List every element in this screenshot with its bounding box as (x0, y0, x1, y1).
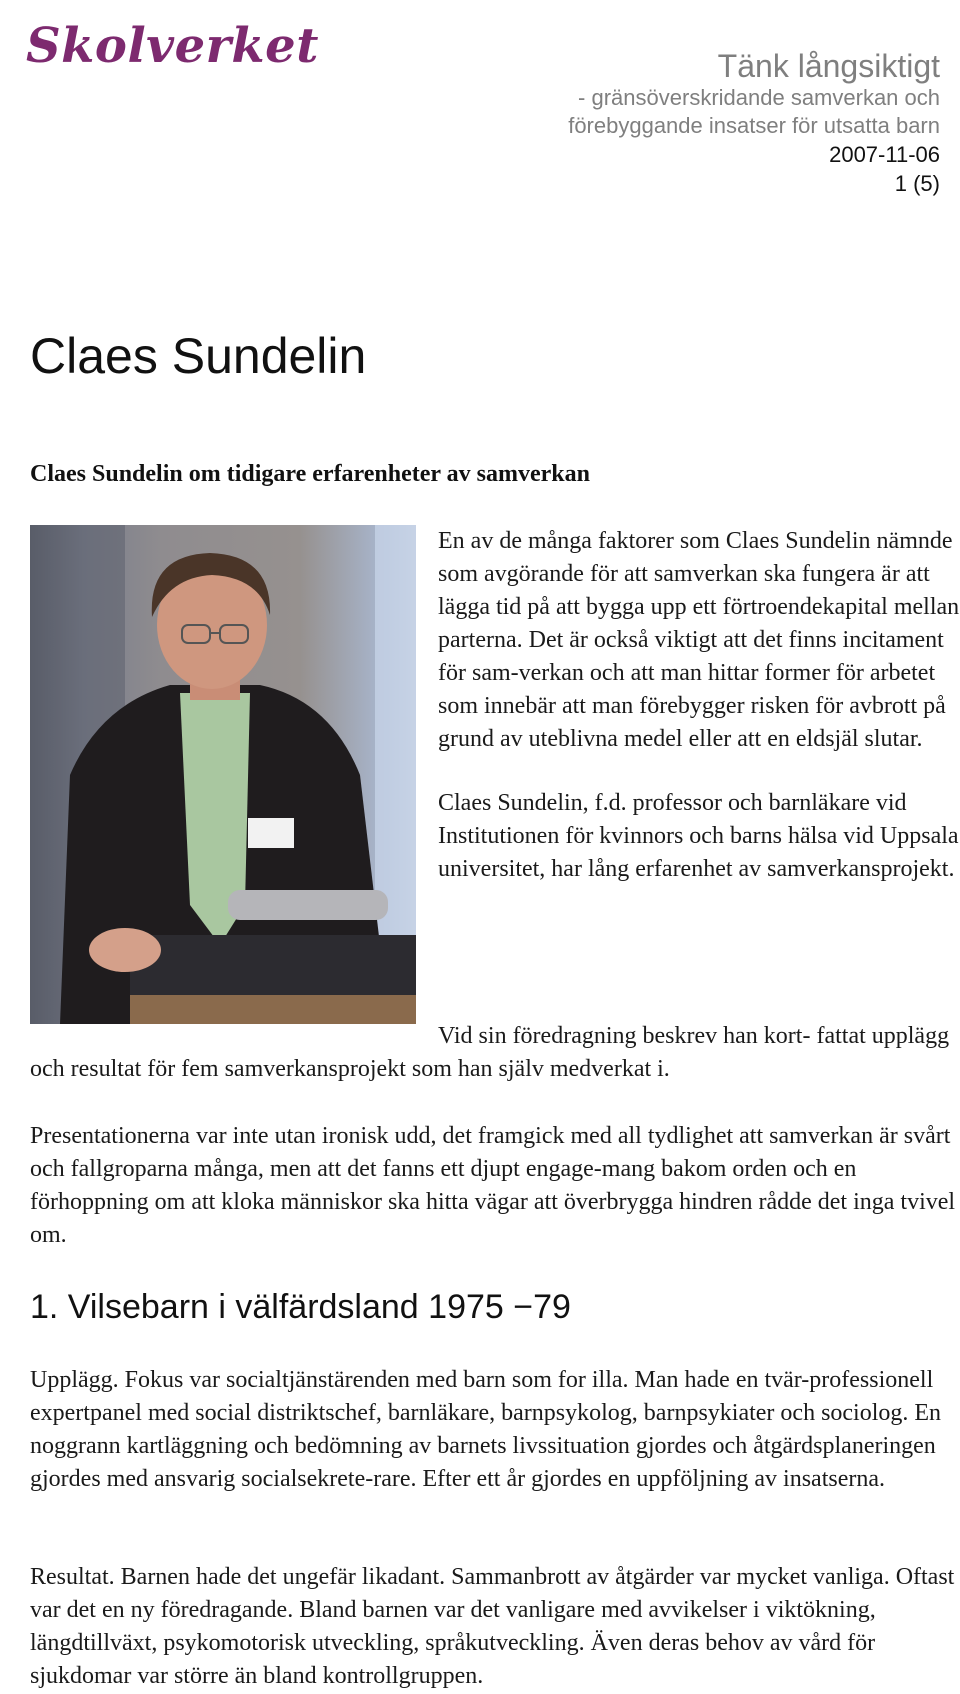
section-paragraph-upplagg: Upplägg. Fokus var socialtjänstärenden med barn som for illa. Man hade en tvär-professionell expertpanel med social distriktschef, barnläkare, barnpsykolog, barnpsykiater och sociolog. En noggrann kartläggning och bedömning av barnets livssituation gjordes och åtgärdsplaneringen gjordes med ansvarig socialsekrete-rare. Efter ett år gjordes en uppföljning av insatserna. (30, 1367, 942, 1492)
page-number: 1 (5) (894, 171, 940, 196)
intro-paragraph: En av de många faktorer som Claes Sundelin nämnde som avgörande för att samverkan ska fungera är att lägga tid på att bygga upp ett förtroendekapital mellan parterna. Det är också viktigt att det finns incitament för sam-verkan och att man hittar former för arbetet som innebär att man förebygger risken för avbrott på grund av uteblivna medel eller att en eldsjäl slutar. (438, 528, 960, 752)
presentation-block (30, 1120, 960, 1252)
continuation-block (30, 1020, 960, 1086)
speaker-photo (30, 525, 416, 1024)
section-heading: 1. Vilsebarn i välfärdsland 1975 −79 (30, 1288, 571, 1326)
bio-paragraph: Claes Sundelin, f.d. professor och barnläkare vid Institutionen för kvinnors och barns hälsa vid Uppsala universitet, har lång erfarenhet av samverkansprojekt. (438, 790, 959, 882)
document-subtitle-line-2: förebyggande insatser för utsatta barn (568, 113, 940, 138)
section-resultat-block (30, 1561, 960, 1693)
lead-heading: Claes Sundelin om tidigare erfarenheter av samverkan (30, 461, 590, 487)
document-title: Tänk långsiktigt (717, 48, 940, 84)
page-title: Claes Sundelin (30, 328, 367, 384)
continuation-paragraph: Vid sin föredragning beskrev han kort- fattat upplägg och resultat för fem samverkansprojekt som han själv medverkat i. (30, 1023, 950, 1082)
section-paragraph-resultat: Resultat. Barnen hade det ungefär likadant. Sammanbrott av åtgärder var mycket vanliga. Oftast var det en ny föredragande. Bland barnen var det vanligare med avvikelser i viktökning, längdtillväxt, psykomotorisk utveckling, språkutveckling. Även deras behov av vård för sjukdomar var större än bland kontrollgruppen. (30, 1564, 955, 1689)
intro-column (438, 525, 960, 886)
document-date: 2007-11-06 (829, 142, 940, 167)
presentation-paragraph: Presentationerna var inte utan ironisk udd, det framgick med all tydlighet att samverkan är svårt och fallgroparna många, men att det fanns ett djupt engage-mang bakom orden och en förhoppning om att kloka människor ska hitta vägar att överbrygga hindren rådde det inga tvivel om. (30, 1123, 956, 1248)
section-upplagg-block (30, 1364, 960, 1496)
document-header (568, 48, 940, 198)
skolverket-logo: Skolverket (26, 18, 319, 74)
document-subtitle-line-1: - gränsöverskridande samverkan och (578, 85, 940, 110)
